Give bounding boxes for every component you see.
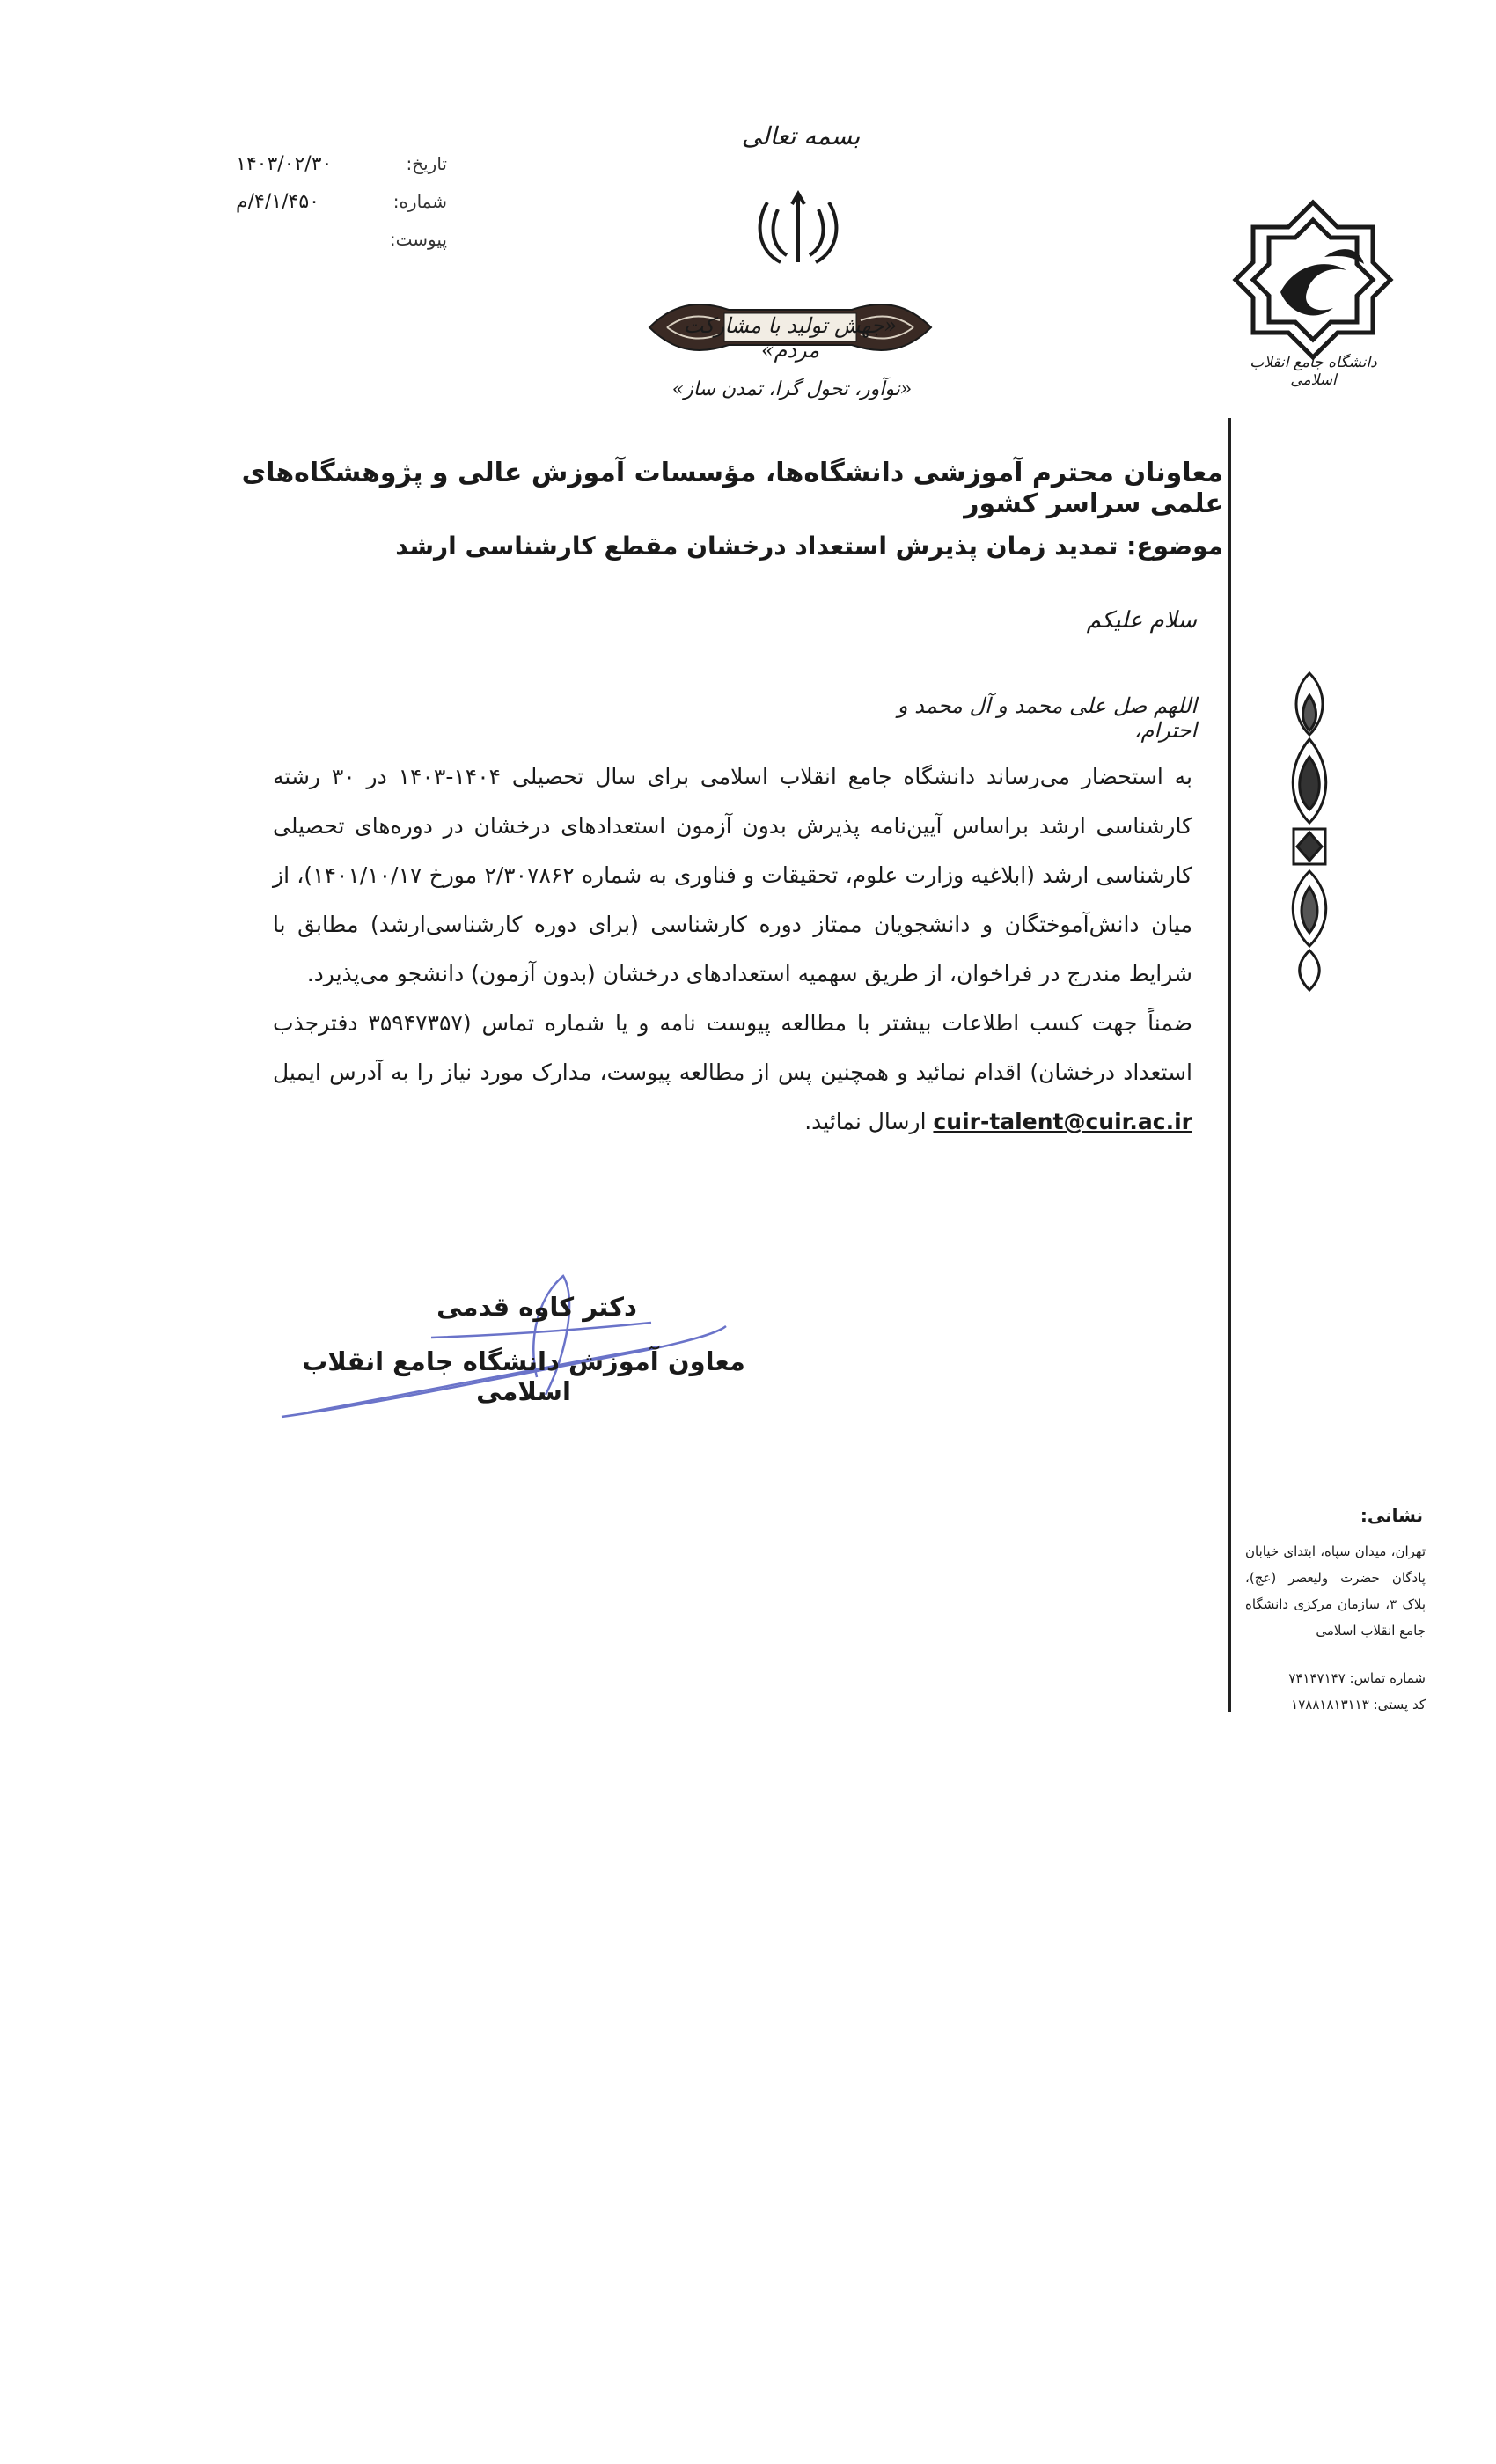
- university-name: دانشگاه جامع انقلاب اسلامی: [1250, 354, 1377, 389]
- signatory-name: دکتر کاوه قدمی: [436, 1292, 637, 1322]
- address-phone: شماره تماس: ۷۴۱۴۷۱۴۷: [1288, 1670, 1426, 1686]
- address-postal-code: کد پستی: ۱۷۸۸۱۸۱۳۱۱۳: [1291, 1697, 1426, 1712]
- paragraph-2-closing: ارسال نمائید.: [804, 1109, 927, 1134]
- margin-ornament-icon: [1283, 669, 1336, 994]
- email-link[interactable]: cuir-talent@cuir.ac.ir: [933, 1109, 1192, 1134]
- bismillah-heading: بسمه تعالی: [741, 121, 861, 150]
- signatory-title: معاون آموزش دانشگاه جامع انقلاب اسلامی: [302, 1346, 745, 1406]
- number-row: [236, 183, 447, 221]
- letter-meta: [236, 145, 447, 258]
- address-text: تهران، میدان سپاه، ابتدای خیابان پادگان حضرت ولیعصر (عج)، پلاک ۳، سازمان مرکزی دانشگاه جامع انقلاب اسلامی: [1245, 1544, 1426, 1639]
- university-logo-icon: [1232, 195, 1395, 363]
- attachment-label: پیوست:: [389, 229, 447, 250]
- margin-divider: [1228, 418, 1231, 1712]
- number-value: ۴/۱/۴۵۰/م: [236, 191, 319, 213]
- salutation: سلام علیکم: [1086, 607, 1197, 634]
- letter-body: [273, 752, 1192, 1147]
- recipient-line: معاونان محترم آموزشی دانشگاه‌ها، مؤسسات آموزش عالی و پژوهشگاه‌های علمی سراسر کشور: [241, 458, 1223, 519]
- paragraph-2-text: ضمناً جهت کسب اطلاعات بیشتر با مطالعه پیوست نامه و یا شماره تماس (۳۵۹۴۷۳۵۷ دفترجذب استعداد درخشان) اقدام نمائید و همچنین پس از مطالعه پیوست، مدارک مورد نیاز را به آدرس ایمیل: [273, 1010, 1192, 1085]
- iran-emblem-icon: [750, 185, 847, 273]
- address-heading: نشانی:: [1360, 1505, 1423, 1526]
- slogan-text: «جهش تولید با مشارکت مردم»: [683, 313, 898, 363]
- date-row: [236, 145, 447, 183]
- body-paragraph-1: به استحضار می‌رساند دانشگاه جامع انقلاب اسلامی برای سال تحصیلی ۱۴۰۴-۱۴۰۳ در ۳۰ رشته کارشناسی ارشد براساس آیین‌نامه پذیرش بدون آزمون استعدادهای درخشان در دوره‌های تحصیلی کارشناسی ارشد (ابلاغیه وزارت علوم، تحقیقات و فناوری به شماره ۲/۳۰۷۸۶۲ مورخ ۱۴۰۱/۱۰/۱۷)، از میان دانش‌آموختگان و دانشجویان ممتاز دوره کارشناسی (برای دوره کارشناسی‌ارشد) مطابق با شرایط مندرج در فراخوان، از طریق سهمیه استعدادهای درخشان (بدون آزمون) دانشجو می‌پذیرد.: [273, 764, 1192, 986]
- body-paragraph-2: [273, 999, 1192, 1147]
- attachment-row: [236, 221, 447, 258]
- salawat-line: اللهم صل علی محمد و آل محمد و احترام،: [897, 693, 1197, 743]
- subslogan-text: «نوآور، تحول گرا، تمدن ساز»: [671, 378, 913, 400]
- number-label: شماره:: [392, 191, 447, 212]
- date-value: ۱۴۰۳/۰۲/۳۰: [236, 153, 333, 175]
- date-label: تاریخ:: [406, 153, 447, 174]
- subject-line: موضوع: تمدید زمان پذیرش استعداد درخشان مقطع کارشناسی ارشد: [395, 532, 1223, 561]
